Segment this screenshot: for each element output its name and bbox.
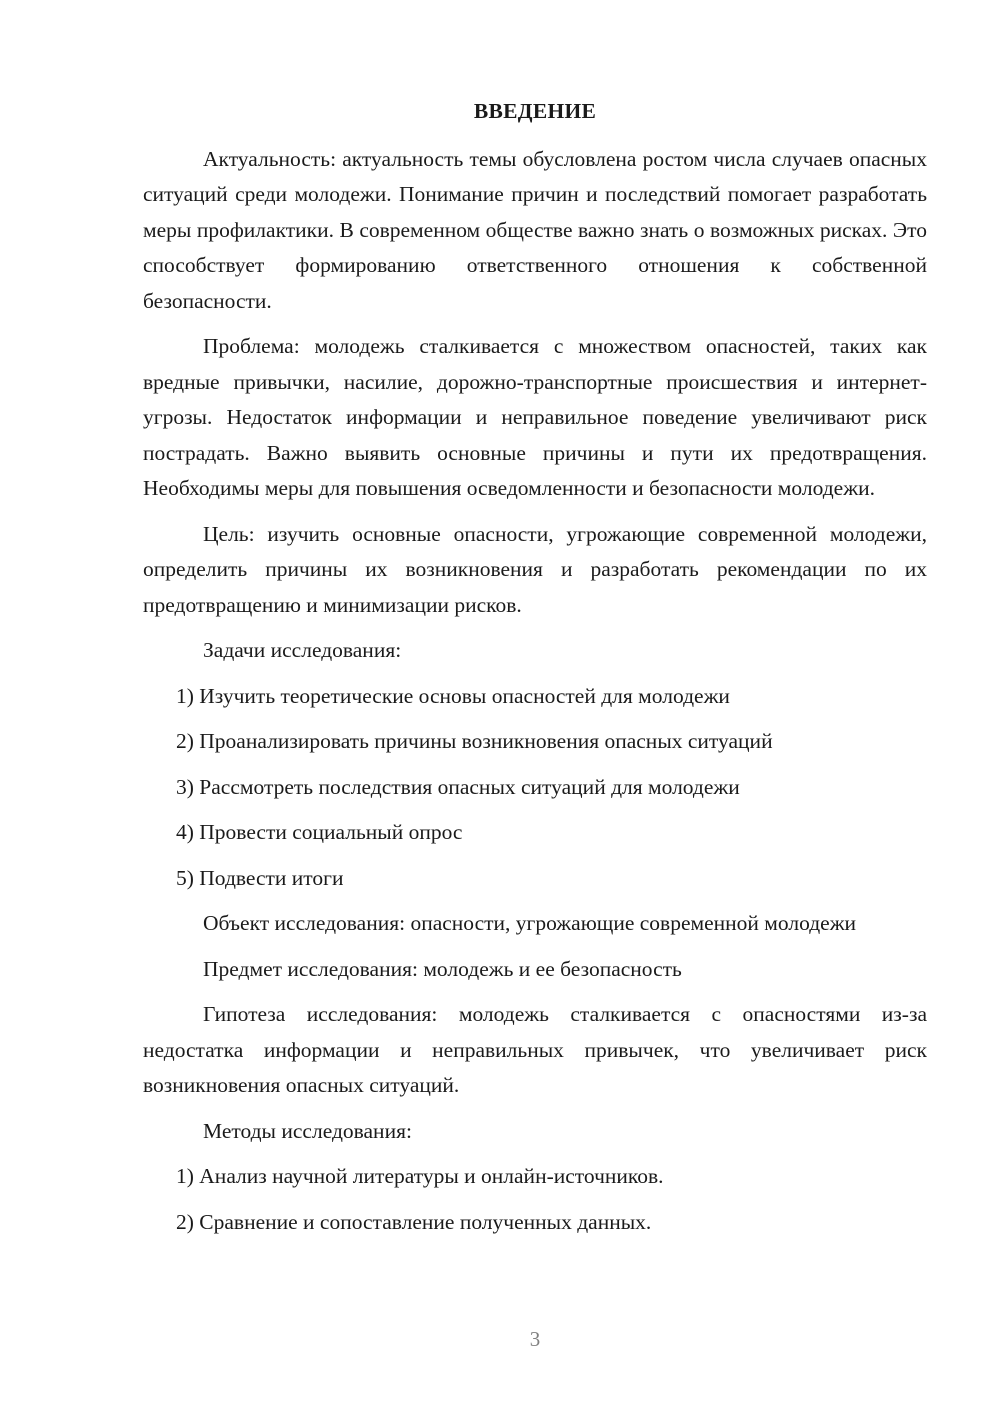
- object-paragraph: Объект исследования: опасности, угрожающие современной молодежи: [203, 911, 857, 935]
- methods-heading: Методы исследования:: [203, 1118, 412, 1143]
- goal-paragraph: Цель: изучить основные опасности, угрожающие современной молодежи, определить причины их возникновения и разработать рекомендации по их предотвращению и минимизации рисков.: [143, 521, 927, 617]
- methods-list: [143, 1159, 927, 1240]
- page-number: 3: [529, 1327, 541, 1351]
- method-item: 1) Анализ научной литературы и онлайн-источников.: [176, 1164, 664, 1188]
- task-item: 2) Проанализировать причины возникновения опасных ситуаций: [176, 729, 773, 753]
- tasks-list: [143, 679, 927, 897]
- subject-paragraph: Предмет исследования: молодежь и ее безопасность: [203, 956, 682, 981]
- task-item: 1) Изучить теоретические основы опасностей для молодежи: [176, 683, 730, 708]
- problem-paragraph: Проблема: молодежь сталкивается с множеством опасностей, таких как вредные привычки, насилие, дорожно-транспортные происшествия и интернет-угрозы. Недостаток информации и неправильное поведение увеличивают риск пострадать. Важно выявить основные причины и пути их предотвращения. Необходимы меры для повышения осведомленности и безопасности молодежи.: [143, 334, 927, 500]
- relevance-paragraph: Актуальность: актуальность темы обусловлена ростом числа случаев опасных ситуаций среди молодежи. Понимание причин и последствий помогает разработать меры профилактики. В современном обществе важно знать о возможных рисках. Это способствует формированию ответственного отношения к собственной безопасности.: [143, 146, 927, 313]
- tasks-heading: Задачи исследования:: [203, 638, 402, 662]
- task-item: 3) Рассмотреть последствия опасных ситуаций для молодежи: [176, 774, 740, 799]
- task-item: 5) Подвести итоги: [176, 865, 344, 890]
- hypothesis-paragraph: Гипотеза исследования: молодежь сталкивается с опасностями из-за недостатка информации и неправильных привычек, что увеличивает риск возникновения опасных ситуаций.: [143, 1002, 927, 1097]
- section-title: ВВЕДЕНИЕ: [473, 99, 597, 123]
- task-item: 4) Провести социальный опрос: [176, 820, 463, 844]
- document-page: [143, 94, 927, 1250]
- method-item: 2) Сравнение и сопоставление полученных данных.: [176, 1209, 652, 1234]
